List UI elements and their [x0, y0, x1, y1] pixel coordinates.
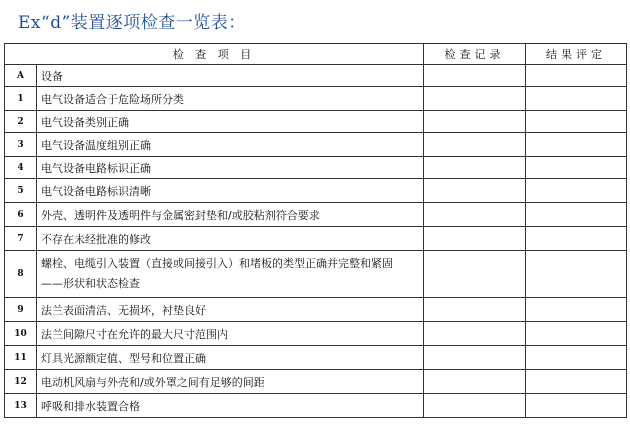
header-result: 结果评定 — [526, 44, 627, 65]
row-number: 13 — [5, 394, 37, 418]
row-item: 灯具光源额定值、型号和位置正确 — [37, 346, 424, 370]
record-cell[interactable] — [424, 65, 526, 87]
result-cell[interactable] — [526, 251, 627, 298]
row-item: 不存在未经批准的修改 — [37, 227, 424, 251]
page-title: Ex“d”装置逐项检查一览表： — [18, 13, 246, 33]
row-number: 5 — [5, 179, 37, 203]
record-cell[interactable] — [424, 133, 526, 157]
inspection-table — [4, 43, 627, 418]
table-row — [5, 298, 627, 322]
record-cell[interactable] — [424, 157, 526, 179]
table-row — [5, 346, 627, 370]
result-cell[interactable] — [526, 322, 627, 346]
header-item: 检 查 项 目 — [5, 44, 424, 65]
result-cell[interactable] — [526, 133, 627, 157]
row-number: 3 — [5, 133, 37, 157]
row-item-line-1: 螺栓、电缆引入装置（直接或间接引入）和堵板的类型正确并完整和紧固 — [41, 257, 393, 270]
record-cell[interactable] — [424, 322, 526, 346]
record-cell[interactable] — [424, 87, 526, 111]
result-cell[interactable] — [526, 157, 627, 179]
row-item: 电气设备电路标识清晰 — [37, 179, 424, 203]
row-number: 11 — [5, 346, 37, 370]
row-item: 外壳、透明件及透明件与金属密封垫和/或胶粘剂符合要求 — [37, 203, 424, 227]
row-number: 7 — [5, 227, 37, 251]
header-record: 检查记录 — [424, 44, 526, 65]
section-id: A — [5, 65, 37, 87]
table-row — [5, 203, 627, 227]
record-cell[interactable] — [424, 251, 526, 298]
row-item — [37, 251, 424, 298]
row-number: 12 — [5, 370, 37, 394]
result-cell[interactable] — [526, 65, 627, 87]
row-item: 法兰表面清洁、无损坏，衬垫良好 — [37, 298, 424, 322]
table-row — [5, 157, 627, 179]
record-cell[interactable] — [424, 203, 526, 227]
record-cell[interactable] — [424, 298, 526, 322]
section-row — [5, 65, 627, 87]
row-item: 电气设备适合于危险场所分类 — [37, 87, 424, 111]
record-cell[interactable] — [424, 111, 526, 133]
result-cell[interactable] — [526, 203, 627, 227]
table-row — [5, 179, 627, 203]
table-row — [5, 370, 627, 394]
row-number: 6 — [5, 203, 37, 227]
record-cell[interactable] — [424, 370, 526, 394]
result-cell[interactable] — [526, 370, 627, 394]
table-row — [5, 87, 627, 111]
row-item: 电气设备温度组别正确 — [37, 133, 424, 157]
record-cell[interactable] — [424, 394, 526, 418]
row-item: 电动机风扇与外壳和/或外罩之间有足够的间距 — [37, 370, 424, 394]
row-number: 10 — [5, 322, 37, 346]
row-item: 法兰间隙尺寸在允许的最大尺寸范围内 — [37, 322, 424, 346]
result-cell[interactable] — [526, 298, 627, 322]
table-row — [5, 227, 627, 251]
table-row — [5, 133, 627, 157]
table-row — [5, 111, 627, 133]
result-cell[interactable] — [526, 179, 627, 203]
row-number: 1 — [5, 87, 37, 111]
row-item: 电气设备类别正确 — [37, 111, 424, 133]
row-number: 8 — [5, 251, 37, 298]
table-row — [5, 394, 627, 418]
row-number: 4 — [5, 157, 37, 179]
record-cell[interactable] — [424, 227, 526, 251]
row-item: 电气设备电路标识正确 — [37, 157, 424, 179]
result-cell[interactable] — [526, 394, 627, 418]
result-cell[interactable] — [526, 346, 627, 370]
row-number: 2 — [5, 111, 37, 133]
record-cell[interactable] — [424, 346, 526, 370]
row-item-line-2: ——形状和状态检查 — [41, 277, 140, 290]
result-cell[interactable] — [526, 111, 627, 133]
result-cell[interactable] — [526, 227, 627, 251]
table-row — [5, 322, 627, 346]
row-item: 呼吸和排水装置合格 — [37, 394, 424, 418]
table-row — [5, 251, 627, 298]
record-cell[interactable] — [424, 179, 526, 203]
result-cell[interactable] — [526, 87, 627, 111]
row-number: 9 — [5, 298, 37, 322]
header-row — [5, 44, 627, 65]
section-label: 设备 — [37, 65, 424, 87]
